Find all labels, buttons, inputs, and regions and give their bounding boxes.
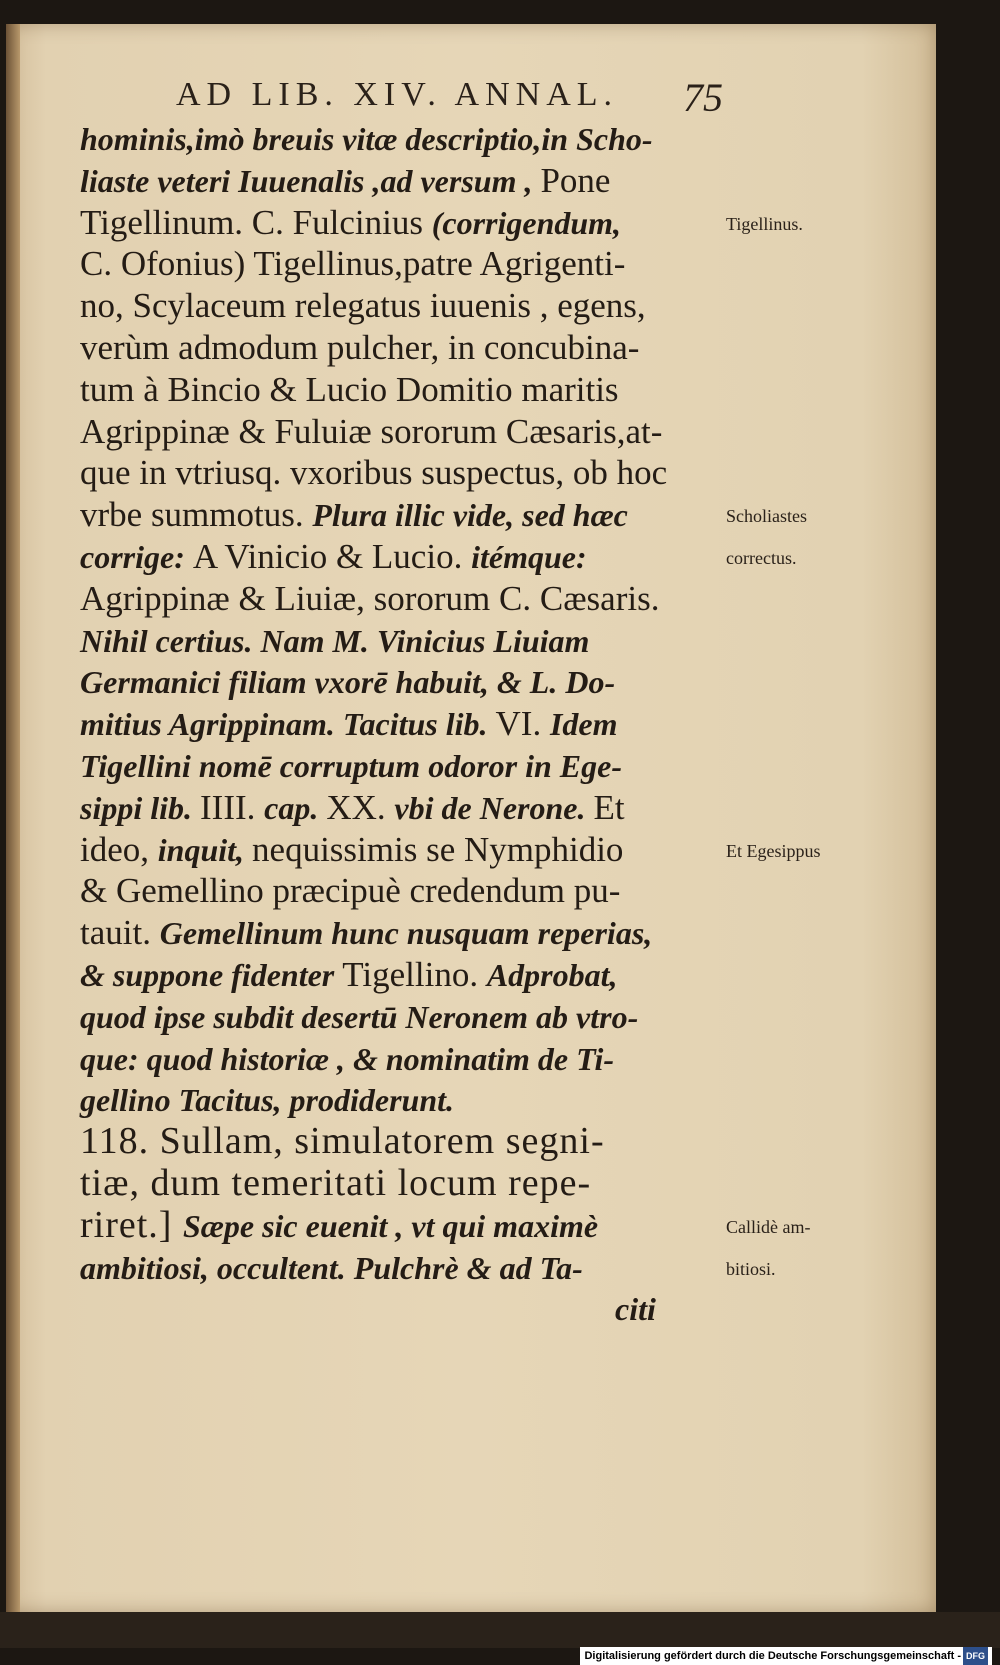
text-segment: Nihil certius. Nam M. Vinicius Liuiam — [80, 622, 590, 659]
text-line — [80, 954, 720, 996]
text-segment: Et — [593, 787, 625, 827]
text-segment: tum à Bincio & Lucio Domitio maritis — [80, 369, 619, 409]
text-line — [80, 1079, 720, 1121]
running-title: AD LIB. XIV. ANNAL. — [176, 76, 619, 113]
text-segment: riret.] — [80, 1203, 183, 1246]
text-segment: verùm admodum pulcher, in concubina- — [80, 327, 640, 367]
margin-note: Tigellinus. — [726, 213, 803, 234]
text-segment: C. Ofonius) Tigellinus,patre Agrigenti- — [80, 244, 626, 284]
text-segment: (corrigendum, — [431, 204, 622, 241]
text-segment: Tigellino. — [342, 954, 487, 994]
text-segment: liaste veteri Iuuenalis ,ad versum , — [80, 162, 541, 199]
text-segment: XX. — [326, 787, 395, 827]
text-segment: Agrippinæ & Fuluiæ sororum Cæsaris,at- — [80, 411, 663, 451]
text-segment: ambitiosi, occultent. Pulchrè & ad Ta- — [80, 1249, 583, 1286]
text-line — [80, 160, 720, 202]
text-segment: ideo, — [80, 829, 158, 869]
text-line — [80, 996, 720, 1038]
text-segment: vrbe summotus. — [80, 495, 313, 535]
text-line — [80, 578, 720, 620]
text-segment: tauit. — [80, 913, 160, 953]
text-segment: itémque: — [471, 538, 587, 575]
text-segment: & Gemellino præcipuè credendum pu- — [80, 871, 621, 911]
text-line — [80, 202, 720, 244]
text-line — [80, 1163, 720, 1205]
page-gutter — [6, 24, 20, 1612]
text-segment: hominis,imò breuis vitæ descriptio,in Scho- — [80, 121, 653, 157]
text-line — [80, 118, 720, 160]
margin-note: Callidè am- — [726, 1216, 811, 1237]
text-segment: Gemellinum hunc nusquam reperias, — [159, 915, 653, 952]
text-line — [80, 369, 720, 411]
text-segment: tiæ, dum temeritati locum repe- — [80, 1161, 592, 1204]
margin-note: bitiosi. — [726, 1258, 776, 1279]
text-segment: 118. Sullam, simulatorem segni- — [80, 1120, 605, 1163]
text-segment: Pone — [540, 160, 611, 200]
text-segment: & suppone fidenter — [80, 956, 343, 993]
text-line — [80, 1288, 720, 1330]
text-line — [80, 620, 720, 662]
text-segment: que: quod historiæ , & nominatim de Ti- — [80, 1040, 614, 1077]
text-line — [80, 745, 720, 787]
margin-note: Scholiastes — [726, 506, 807, 527]
text-line — [80, 870, 720, 912]
text-line — [80, 1121, 720, 1163]
text-line — [80, 787, 720, 829]
text-segment: inquit, — [157, 831, 253, 868]
text-line — [80, 1247, 720, 1289]
text-segment: no, Scylaceum relegatus iuuenis , egens, — [80, 286, 646, 326]
text-line — [80, 661, 720, 703]
text-segment: Tigellinum. C. Fulcinius — [80, 202, 432, 242]
text-segment: que in vtriusq. vxoribus suspectus, ob hoc — [80, 453, 668, 493]
text-segment: A Vinicio & Lucio. — [192, 536, 472, 576]
margin-note: Et Egesippus — [726, 840, 821, 861]
funding-footer — [580, 1647, 992, 1665]
dfg-logo: DFG — [963, 1647, 988, 1665]
text-segment: Adprobat, — [486, 956, 618, 993]
text-segment: citi — [615, 1291, 656, 1328]
text-line — [80, 1205, 720, 1247]
text-segment: Plura illic vide, sed hæc — [312, 497, 628, 534]
text-line — [80, 243, 720, 285]
text-line — [80, 536, 720, 578]
text-segment: corrige: — [80, 538, 193, 575]
page-number: 75 — [683, 75, 723, 120]
text-segment: VI. — [495, 704, 550, 744]
text-segment: sippi lib. — [80, 789, 201, 826]
text-segment: mitius Agrippinam. Tacitus lib. — [80, 706, 496, 743]
text-segment: quod ipse subdit desertū Neronem ab vtro- — [80, 998, 639, 1035]
text-line — [80, 494, 720, 536]
scan-border — [0, 1612, 1000, 1648]
text-line — [80, 285, 720, 327]
body-text — [80, 118, 720, 1330]
text-segment: IIII. — [200, 787, 265, 827]
footer-text: Digitalisierung gefördert durch die Deutsche Forschungsgemeinschaft - — [584, 1650, 961, 1662]
text-line — [80, 912, 720, 954]
text-line — [80, 411, 720, 453]
text-segment: Sæpe sic euenit , vt qui maximè — [182, 1207, 599, 1244]
text-line — [80, 327, 720, 369]
text-line — [80, 829, 720, 871]
text-segment: Germanici filiam vxorē habuit, & L. Do- — [80, 664, 616, 701]
text-segment: nequissimis se Nymphidio — [252, 829, 624, 869]
text-segment: Tigellini nomē corruptum odoror in Ege- — [80, 747, 622, 784]
text-line — [80, 703, 720, 745]
text-segment: Idem — [549, 706, 618, 743]
text-segment: Agrippinæ & Liuiæ, sororum C. Cæsaris. — [80, 578, 660, 618]
text-line — [80, 452, 720, 494]
text-line — [80, 1038, 720, 1080]
text-segment: cap. — [264, 789, 327, 826]
text-segment: gellino Tacitus, prodiderunt. — [80, 1082, 454, 1119]
margin-note: correctus. — [726, 548, 797, 568]
text-segment: vbi de Nerone. — [394, 789, 594, 826]
